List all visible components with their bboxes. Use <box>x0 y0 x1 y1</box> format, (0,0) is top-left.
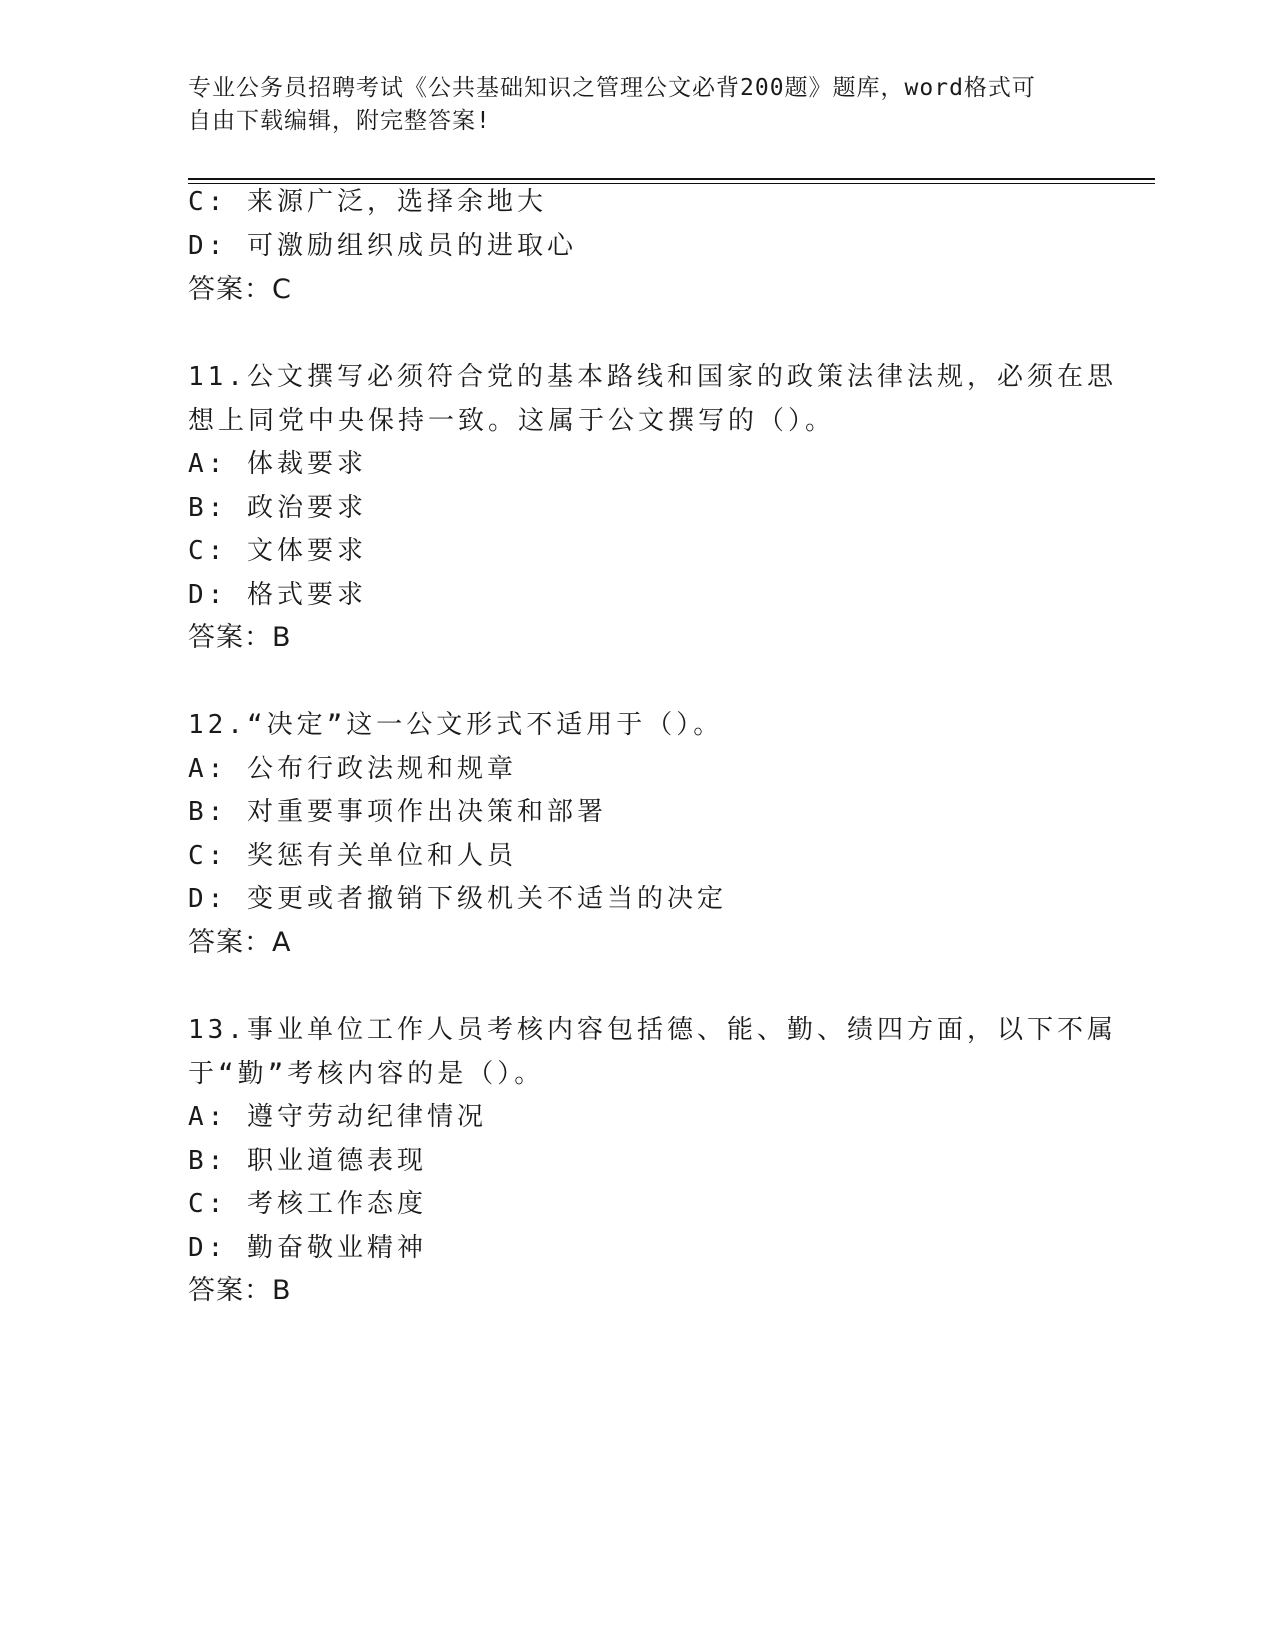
q10-option-c: C: 来源广泛，选择余地大 <box>188 187 547 217</box>
document-header <box>188 72 1088 138</box>
q13-option-d: D: 勤奋敬业精神 <box>188 1233 427 1263</box>
q13-option-a: A: 遵守劳动纪律情况 <box>188 1102 487 1132</box>
q13-stem-line-2: 于“勤”考核内容的是（）。 <box>188 1059 545 1089</box>
q12-option-c: C: 奖惩有关单位和人员 <box>188 841 517 871</box>
q12-answer: 答案：A <box>188 927 292 958</box>
q11-stem-line-1: 11.公文撰写必须符合党的基本路线和国家的政策法律法规，必须在思 <box>188 362 1117 392</box>
q12-option-a: A: 公布行政法规和规章 <box>188 754 517 784</box>
q13-option-b: B: 职业道德表现 <box>188 1146 427 1176</box>
q13-stem-line-1: 13.事业单位工作人员考核内容包括德、能、勤、绩四方面，以下不属 <box>188 1015 1117 1045</box>
q10-option-d: D: 可激励组织成员的进取心 <box>188 231 577 261</box>
header-divider-thin <box>188 183 1155 184</box>
q13-answer: 答案：B <box>188 1275 292 1306</box>
header-divider-thick <box>188 178 1155 180</box>
q10-answer: 答案：C <box>188 274 292 305</box>
q11-stem-line-2: 想上同党中央保持一致。这属于公文撰写的（）。 <box>188 406 836 436</box>
q13-option-c: C: 考核工作态度 <box>188 1189 427 1219</box>
q12-stem-line-1: 12.“决定”这一公文形式不适用于（）。 <box>188 710 724 740</box>
header-line-1: 专业公务员招聘考试《公共基础知识之管理公文必背200题》题库，word格式可 <box>188 75 1036 101</box>
q11-option-d: D: 格式要求 <box>188 580 367 610</box>
q11-option-b: B: 政治要求 <box>188 493 367 523</box>
q11-option-a: A: 体裁要求 <box>188 449 367 479</box>
q11-answer: 答案：B <box>188 622 292 653</box>
header-line-2: 自由下载编辑，附完整答案! <box>188 108 491 134</box>
q11-option-c: C: 文体要求 <box>188 536 367 566</box>
q12-option-b: B: 对重要事项作出决策和部署 <box>188 797 607 827</box>
q12-option-d: D: 变更或者撤销下级机关不适当的决定 <box>188 884 727 914</box>
